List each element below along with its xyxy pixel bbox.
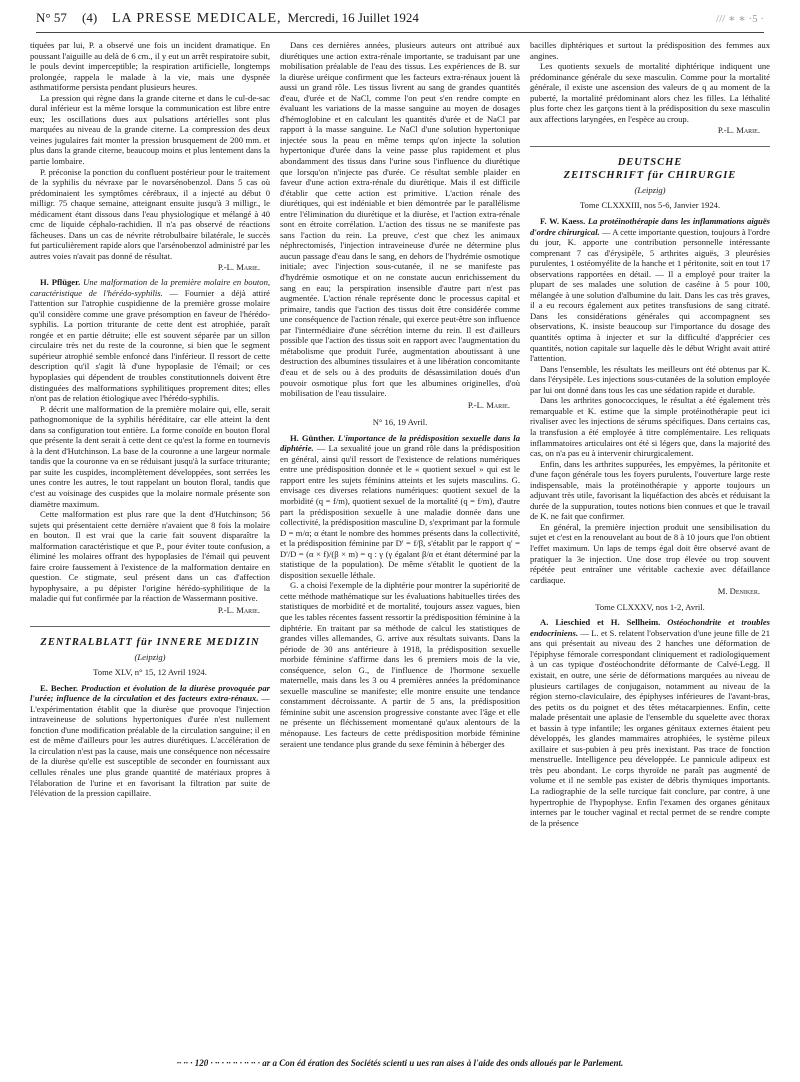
article-columns	[30, 40, 770, 1052]
journal-title: LA PRESSE MEDICALE,	[112, 11, 282, 26]
paragraph: Dans les arthrites gonococciques, le résultat a été également très remarquable et K. estime que la simple protéinothérapie peut ici rivaliser avec les injections de sérums spécifiques. Dans certains cas, la transfusion a été employée à titre complémentaire. Les reliquats inflammatoires articulaires ont été si légers que, dans la majorité des cas, on n'a pas eu à intervenir chirurgicalement.	[530, 395, 770, 459]
paragraph: Enfin, dans les arthrites suppurées, les empyèmes, la péritonite et d'une façon générale tous les foyers purulents, l'ouverture large reste indispensable, mais la protéinothérapie y apporte toujours un adjuvant très utile, favorisant la liquéfaction des abcès et réduisant la durée de la suppuration, toutes notions bien connues et que le travail de K. ne fait que confirmer.	[530, 458, 770, 522]
page-header	[36, 10, 764, 33]
abstract-paragraph	[530, 216, 770, 364]
signature: P.-L. Marie.	[217, 604, 260, 615]
column-2	[280, 40, 520, 1052]
journal-volume: Tome CLXXXV, nos 1-2, Avril.	[595, 601, 705, 612]
article-title: Une malformation de la première molaire en bouton, caractéristique de l'hérédo-syphilis.	[30, 277, 270, 298]
author: A. Lieschied et H. Sellheim.	[540, 617, 661, 628]
journal-volume: Tome CLXXXIII, nos 5-6, Janvier 1924.	[579, 200, 721, 211]
section-divider	[530, 146, 770, 147]
abstract-text: — L'expérimentation établit que la diurèse que provoque l'injection intraveineuse de solutions hypertoniques d'urée n'est nullement fonction d'une modification préalable de la circulation sanguine; il en est de même d'ailleurs pour les autres diurétiques. L'accélération de la circulation n'est pas la cause, mais une conséquence non nécessaire de la diurèse qu'elle est susceptible de seconder en fournissant aux cellules rénales une plus grande quantité de matériaux propres à l'élaboration de l'urine et en favorisant la filtration par suite de l'élévation de la pression capillaire.	[30, 693, 270, 799]
page-number: (4)	[82, 10, 98, 25]
abstract-paragraph	[280, 433, 520, 581]
article-title: L'importance de la prédisposition sexuelle dans la diphtérie.	[280, 432, 520, 454]
abstract-paragraph	[30, 683, 270, 799]
paragraph: tiquées par lui, P. a observé une fois un incident dramatique. En poussant l'aiguille au delà de 6 cm., il y eut un arrêt respiratoire subit, le pouls devint imperceptible; la respiration artificielle, longtemps prolongée, rappela le malade à la vie, mais une dyspnée asthmatiforme persista pendant plusieurs heures.	[30, 40, 270, 93]
paragraph: bacilles diphtériques et surtout la prédisposition des femmes aux angines.	[530, 40, 770, 61]
page-mark: /// ∗ ∗ ·5 ·	[716, 13, 764, 25]
signature: P.-L. Marie.	[717, 125, 760, 136]
signature: M. Deniker.	[717, 586, 760, 597]
section-divider	[30, 626, 270, 627]
page-footer: ·· ·· · 120 · ·· · ·· ·· · ·· ·· · ar a Con éd ération des Sociétés scienti u ues ran aises à l'aide des onds alloués par le Parlement.	[176, 1058, 624, 1068]
journal-location: (Leipzig)	[134, 651, 166, 662]
column-3	[530, 40, 770, 1052]
paragraph: Dans l'ensemble, les résultats les meilleurs ont été obtenus par K. dans l'érysipèle. Les injections sous-cutanées de la solution employée par lui ont donné dans tous les cas une sédation rapide et durable.	[530, 363, 770, 395]
paragraph: P. préconise la ponction du confluent postérieur pour le traitement de la syphilis du névraxe par le novarsénobenzol. Dans 5 cas où prédominaient les symptômes cérébraux, il a injecté au début 0 milligr. 75 chaque semaine, atteignant ensuite jusqu'à 3 milligr., le médicament étant dissous dans l'eau physiologique et mélangé à 40 cmc de liquide céphalo-rachidien. Il n'a pas observé de réactions fâcheuses. Dans un cas de névrite rétrobulbaire bilatérale, le succès fut particulièrement rapide alors que l'arsénobenzol administré par les autres voies n'avait pas donné de résultat.	[30, 166, 270, 261]
journal-heading: DEUTSCHE	[617, 156, 683, 168]
abstract-text: — A cette importante question, toujours à l'ordre du jour, K. apporte une contribution personnelle intéressante comprenant 7 cas d'érysipèle, 5 arthrites aiguës, 3 pleurésies purulentes, 1 ostéomyélite de la hanche et 1 péritonite, soit en tout 17 observations rapportées en détail. — Il a employé pour traiter la plupart de ses malades une solution de caséine à 5 pour 100, mélangée à une solution d'albumine du lait. Dans les cas très graves, il a eu recours également aux petites transfusions de sang citraté. Dans les considérations générales qui accompagnent ses observations, K. insiste beaucoup sur l'importance du dosage des quantités optima à injecter et sur la difficulté d'apprécier ces quantités, notion capitale sur laquelle dès le début Wright avait attiré l'attention.	[530, 226, 770, 364]
signature: P.-L. Marie.	[467, 399, 510, 410]
issue-subheading: N° 16, 19 Avril.	[372, 417, 428, 428]
issue-number: N° 57	[36, 10, 67, 25]
abstract-text: — L. et S. relatent l'observation d'une jeune fille de 21 ans qui présentait au niveau des 2 hanches une déformation de l'épiphyse fémorale correspondant cliniquement et radiologiquement à un cas typique d'ostéochondrite déformante de Calvé-Legg. Il existait, en outre, une série de déformations marquées au niveau de plusieurs cartilages de conjugaison, notamment au niveau de la région sterno-claviculaire, des épiphyses inférieures de l'avant-bras, des petits os du poignet et des têtes métacarpiennes. Enfin, cette malade présentait une aplasie de l'ensemble du squelette avec thorax et bassin à type infantile; les organes génitaux externes étaient peu développés, les glandes mammaires atrophiées, le système pileux axillaire et sus-pubien à peu près inexistant. Pas trace de fonction menstruelle. Intelligence peu développée. Le pannicule adipeux est très peu abondant. Le corps thyroïde ne paraît pas augmenté de volume et il ne semble pas exister de débris thymiques importants. La radiographie de la selle turcique fait conclure, par contre, à une hypertrophie de l'hypophyse. Enfin l'examen des organes génitaux internes par le toucher vaginal et rectal permet de se rendre compte de la présence	[530, 627, 770, 828]
journal-volume: Tome XLV, n° 15, 12 Avril 1924.	[93, 667, 207, 678]
journal-heading: ZENTRALBLATT für INNERE MEDIZIN	[40, 636, 260, 648]
abstract-text: — La sexualité joue un grand rôle dans la prédisposition en général, ainsi qu'il ressort de l'existence de relations numériques entre une prédisposition donnée et le « quotient sexuel » qui est le rapport entre les sujets féminins atteints et les sujets masculins. G. envisage ces diverses relations numériques: quotient sexuel de la morbidité (q = f/m), quotient sexuel de la mortalité (q = f/m), d'autre part la prédisposition sexuelle à une maladie donnée dans une collectivité, la prédisposition masculine D, s'exprimant par la formule D = m/α; α étant le nombre des hommes présents dans la collectivité, et la prédisposition féminine par D' = f/β, s'établit par le rapport q' = D'/D = (α × f)/(β × m) = q : γ (γ égalant β/α et étant déterminé par la statistique de la population). De même s'établit le quotient de la disposition sexuelle léthale.	[280, 443, 520, 580]
paragraph: La pression qui règne dans la grande citerne et dans le cul-de-sac dural inférieur est la même lorsque la communication est libre entre eux; les oscillations dues aux pulsations artérielles sont plus marquées au niveau de la grande citerne. La compression des deux veines jugulaires fait monter la pression brusquement de 200 mm. et plus dans la grande citerne, beaucoup moins et plus lentement dans la partie lombaire.	[30, 92, 270, 167]
author: F. W. Kaess.	[540, 216, 586, 227]
paragraph: Cette malformation est plus rare que la dent d'Hutchinson; 56 sujets qui présentaient cette dernière n'avaient que 8 fois la molaire en bouton. Il est vrai que la carie fait souvent disparaître la malformation caractéristique et que P., pour éviter toute confusion, a éliminé les molaires offrant des hypoplasies de l'émail qui peuvent faire croire faussement à l'existence de la malformation dentaire en question. Ce stigmate, seul présent dans un cas d'affection hypophysaire, a pu dépister l'origine hérédo-syphilitique de la maladie qui fut confirmée par la réaction de Wassermann positive.	[30, 509, 270, 604]
journal-heading: ZEITSCHRIFT für CHIRURGIE	[563, 169, 737, 181]
paragraph: P. décrit une malformation de la première molaire qui, elle, serait pathognomonique de la syphilis héréditaire, car elle atteint la dent dans sa configuration tout entière. La forme conoïde en bouton floral que présente la dent serait à cette dent ce qu'est la forme en tournevis à la dent d'Hutchinson. La base de la couronne a une largeur normale tandis que la couronne va en se réduisant jusqu'à la surface triturante; par suite les cuspides, incomplètement développées, sont serrées les unes contre les autres, le tout rappelant un bouton floral, tandis que c'est au voisinage des cuspides que la molaire normale présente son diamètre maximum.	[30, 403, 270, 509]
abstract-paragraph	[530, 617, 770, 828]
paragraph: En général, la première injection produit une sensibilisation du sujet et c'est en la renouvelant au bout de 8 à 10 jours que l'on obtient l'effet maximum. Un laps de temps égal doit être observé avant de pratiquer la 3e injection. Une dose trop élevée ou trop souvent répétée peut entraîner une véritable cachexie avec défaillance cardiaque.	[530, 521, 770, 585]
paragraph: Dans ces dernières années, plusieurs auteurs ont attribué aux diurétiques une action extra-rénale importante, se traduisant par une mobilisation préalable de l'eau des tissus. Les expériences de B. sur la diurèse uréique confirment que les facteurs extra-rénaux jouent là aussi un grand rôle. Les tissus livrent au sang de grandes quantités d'eau, d'urée et de NaCl, comme l'on peut s'en rendre compte en évaluant les variations de la masse sanguine au moyen de dosages d'hémoglobine et en calculant les quantités d'urée et de NaCl par rapport à la masse sanguine. Le NaCl d'une solution hypertonique injectée sous la peau en même temps qu'on injecte la solution hypertonique d'urée dans la veine passe plus rapidement et plus abondamment des tissus dans l'urine sous l'influence du diurétique que lorsqu'on n'injecte pas d'urée. Ce résultat semble plaider en faveur d'une action extra-rénale du diurétique. Mais il est difficile d'établir que cette action est primitive. L'action rénale des diurétiques, qui est indéniable et bien démontrée par le parallélisme entre l'élimination du diurétique et la diurèse, et l'action extra-rénale sont en étroite corrélation. L'action des tissus ne se manifeste pas sans l'action du rein. La preuve, c'est que chez les animaux néphrectomisés, l'injection intraveineuse d'urée ne détermine plus aucun passage d'eau dans le sang, en dehors de l'hydrémie osmotique initiale; avec l'injection sous-cutanée, il ne se manifeste pas d'hydrémie osmotique et on ne constate aucun enrichissement du sang en eau; la perspiration insensible d'autre part n'est pas augmentée. L'action rénale représente donc le processus capital et primaire, tandis que l'action des tissus doit être considérée comme une conséquence de l'action rénale, qui exerce peut-être son influence par l'intermédiaire d'une sécrétion interne du rein. Il est d'ailleurs possible que l'action des tissus soit en rapport avec l'augmentation du métabolisme que produit l'urée, augmentation aboutissant à une destruction des albumines tissulaires et à une libération concomitante d'eau et de sels ou à des produits de désassimilation doués d'un pouvoir osmotique plus fort que les albumines originelles, d'où mobilisation de l'eau tissulaire.	[280, 40, 520, 399]
signature: P.-L. Marie.	[217, 262, 260, 273]
article-title: Ostéochondrite et troubles endocriniens.	[530, 617, 770, 638]
abstract-text: — Fournier a déjà attiré l'attention sur l'atrophie cuspidienne de la première grosse molaire qu'il considère comme une grave présomption en faveur de l'hérédo-syphilis. La portion triturante de cette dent est atrophiée, paraît rongée et en partie détruite; elle est souvent séparée par un sillon circulaire très net du reste de la couronne, si bien que le segment supérieur atrophié semble enfoncé dans l'inférieur. Il ressort de cette description qu'il s'agit là d'une hypoplasie de l'émail; or ces hypoplasies qui dépendent de troubles constitutionnels doivent être distinguées des malformations syphilitiques proprement dites; elles n'ont pas de relation étiologique avec l'hérédo-syphilis.	[30, 287, 270, 404]
abstract-paragraph	[30, 277, 270, 404]
author: H. Pflüger.	[40, 277, 81, 288]
article-title: Production et évolution de la diurèse provoquée par l'urée; influence de la circulation et des facteurs extra-rénaux.	[30, 682, 270, 704]
author: H. Günther.	[290, 432, 335, 443]
article-title: La protéinothérapie dans les inflammations aiguës d'ordre chirurgical.	[530, 216, 770, 237]
author: E. Becher.	[40, 682, 78, 693]
journal-location: (Leipzig)	[634, 184, 666, 195]
paragraph: Les quotients sexuels de mortalité diphtérique indiquent une prédominance générale du sexe masculin. Comme pour la mortalité générale, il existe une ascension des valeurs de q au moment de la puberté, la mortalité prédominant alors chez les filles. La léthalité plus forte chez les garçons tient à la prédisposition du sexe masculin aux affections laryngées, en l'espèce au croup.	[530, 61, 770, 124]
column-1	[30, 40, 270, 1052]
issue-date: Mercredi, 16 Juillet 1924	[287, 10, 419, 25]
paragraph: G. a choisi l'exemple de la diphtérie pour montrer la supériorité de cette méthode mathématique sur les évaluations habituelles tirées des statistiques de morbidité et de mortalité, toujours assez vagues, bien que les tables récentes fassent ressortir la prédisposition féminine à la diphtérie. En traitant par sa méthode de calcul les statistiques de grandes villes allemandes, G. arrive aux résultats suivants. Dans la période de 30 ans antérieure à 1918, la prédisposition sexuelle morbide féminine s'affirme dans les 6 premiers mois de la vie, conséquence, selon G., de l'influence de l'hormone sexuelle maternelle, mais dans les 3 ou 4 premières années la prédominance sexuelle masculine se manifeste; elle montre ensuite une tendance constamment décroissante. A partir de 5 ans, la prédisposition féminine subit une ascension progressive constante avec l'âge et elle ne présente un fléchissement momentané qu'aux alentours de la ménopause. Les facteurs de cette prédisposition morbide féminine seraient une tendance plus grande du sexe féminin à héberger des	[280, 580, 520, 749]
